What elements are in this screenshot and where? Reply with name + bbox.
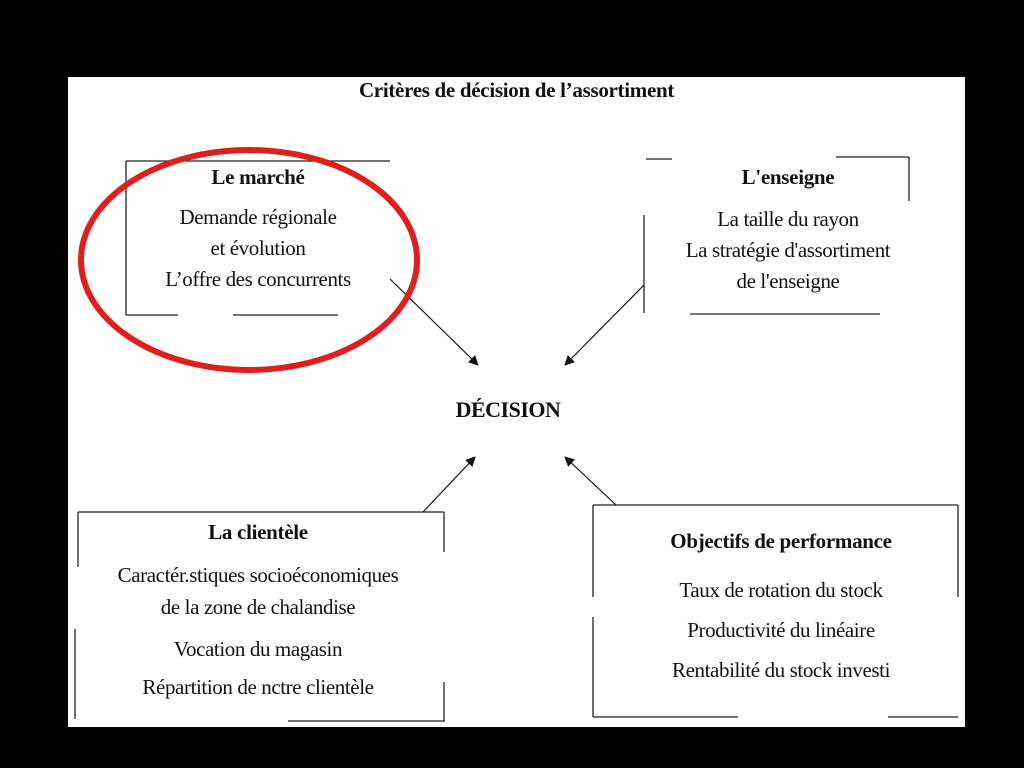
node-clientele xyxy=(78,520,438,703)
node-line: Rentabilité du stock investi xyxy=(671,658,891,682)
node-title: L'enseigne xyxy=(741,165,835,189)
node-line: Demande régionale xyxy=(179,205,337,229)
node-title: La clientèle xyxy=(208,520,308,544)
node-line: L’offre des concurrents xyxy=(165,267,351,291)
node-line: de la zone de chalandise xyxy=(160,595,356,619)
node-performance xyxy=(613,529,949,690)
arrow-marche-to-decision xyxy=(390,279,478,365)
node-line: Caractér.stiques socioéconomiques xyxy=(117,563,399,587)
node-title: Objectifs de performance xyxy=(670,529,892,553)
node-line: de l'enseigne xyxy=(736,269,840,293)
diagram-page xyxy=(68,77,965,727)
node-marche xyxy=(128,165,388,295)
node-line: Taux de rotation du stock xyxy=(679,578,883,602)
node-line: Vocation du magasin xyxy=(173,637,343,661)
decision-label: DÉCISION xyxy=(455,397,561,422)
node-title: Le marché xyxy=(211,165,305,189)
arrow-clientele-to-decision xyxy=(423,457,475,512)
node-line: La stratégie d'assortiment xyxy=(685,238,891,262)
diagram-title: Critères de décision de l’assortiment xyxy=(358,78,675,102)
node-line: et évolution xyxy=(210,236,306,260)
arrow-enseigne-to-decision xyxy=(565,285,644,365)
node-line: Répartition de nctre clientèle xyxy=(142,675,374,699)
arrow-performance-to-decision xyxy=(565,457,616,505)
node-enseigne xyxy=(638,165,938,297)
node-line: La taille du rayon xyxy=(717,207,859,231)
node-line: Productivité du linéaire xyxy=(687,618,875,642)
